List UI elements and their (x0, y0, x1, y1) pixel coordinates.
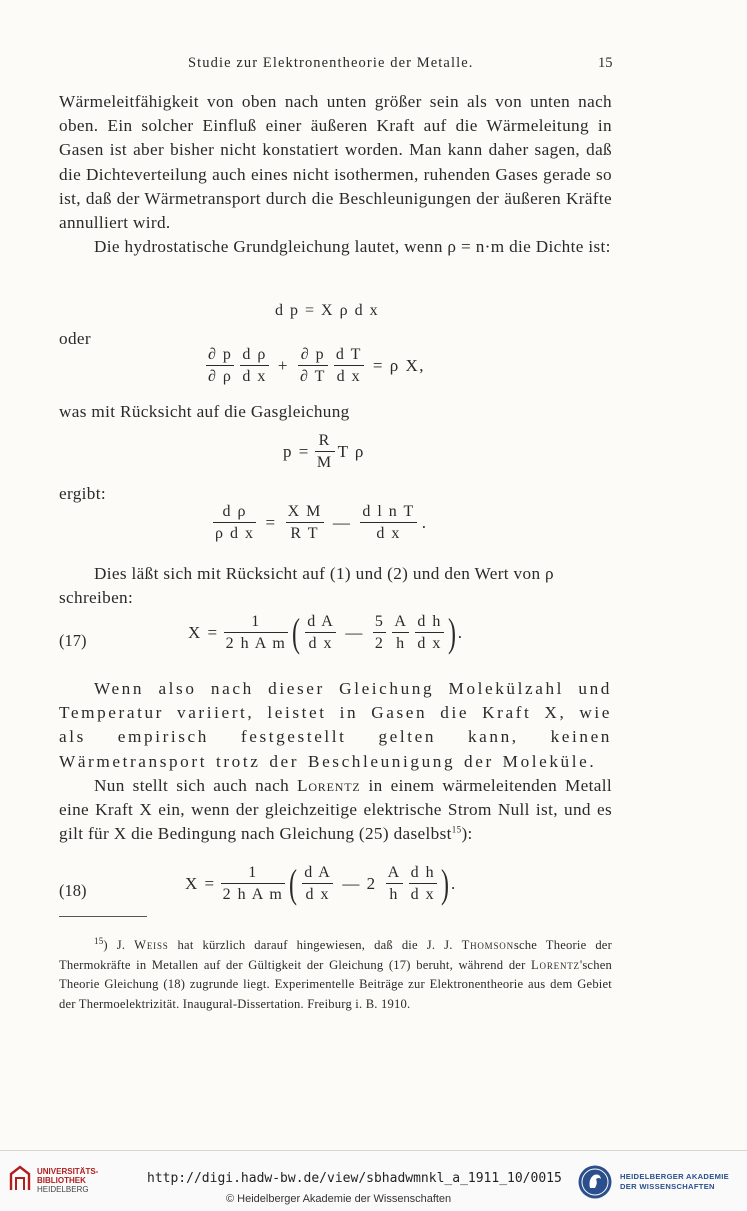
footnote-reference[interactable]: 15 (451, 824, 462, 835)
fraction: $\frac{A}{h}$ (387, 864, 401, 903)
permalink-url[interactable]: http://digi.hadw-bw.de/view/sbhadwmnkl_a_1911_10/0015 (147, 1171, 562, 1186)
fraction: $\frac{\text{d T}}{\text{d x}}$ (335, 346, 362, 385)
paragraph-2: Die hydrostatische Grundgleichung lautet, wenn ρ = n·m die Dichte ist: (94, 237, 611, 257)
fraction: $\frac{\text{d ρ}}{\text{d x}}$ (242, 346, 267, 385)
equation-17: X = $\frac{1}{\text{2 h A m}}$ ( $\frac{\text{d A}}{\text{d x}}$ — $\frac{5}{2}$ $\frac{A}{h}$ $\frac{\text{d h}}{\text{d x}}$ ). (188, 610, 464, 655)
fraction: $\frac{\text{d A}}{\text{d x}}$ (304, 864, 332, 903)
text-block-4 (59, 562, 612, 610)
fraction: $\frac{A}{h}$ (394, 613, 408, 652)
running-title: Studie zur Elektronentheorie der Metalle. (188, 55, 474, 71)
fraction: $\frac{\partial p}{\partial T}$ (300, 346, 326, 385)
fraction: $\frac{1}{\text{2 h A m}}$ (225, 613, 287, 652)
digitization-footer (0, 1150, 747, 1211)
fraction: $\frac{5}{2}$ (374, 613, 385, 652)
fraction: $\frac{R}{M}$ (316, 432, 333, 471)
paragraph-1: Wärmeleitfähigkeit von oben nach unten größer sein als von unten nach oben. Ein solcher Einfluß einer äußeren Kraft auf die Wärmeleitung in Gasen ist aber bisher nicht konstatiert worden. Man kann daher sagen, daß die Dichteverteilung auch eines nicht isothermen, ruhenden Gases gerade so ist, daß der Wärmetransport durch die Beschleunigungen der äußeren Kräfte annulliert wird. (59, 92, 612, 233)
footnote (59, 936, 612, 1014)
equation-number-18: (18) (59, 881, 87, 900)
academy-seal-icon[interactable] (577, 1164, 613, 1200)
fraction: $\frac{\text{d h}}{\text{d x}}$ (417, 613, 442, 652)
text-block-5 (59, 677, 612, 846)
text-block-1 (59, 90, 612, 259)
footnote-separator (59, 916, 147, 917)
page-number: 15 (598, 55, 613, 71)
equation-gas-law: p = $\frac{R}{M}$ T ρ (283, 432, 365, 471)
fraction: $\frac{\text{d l n T}}{\text{d x}}$ (362, 503, 415, 542)
fraction: $\frac{1}{\text{2 h A m}}$ (222, 864, 284, 903)
equation-density: $\frac{\text{d ρ}}{\text{ρ d x}}$ = $\frac{\text{X M}}{\text{R T}}$ — $\frac{\text{d l n T}}{\text{d x}}$ . (215, 503, 428, 542)
footnote-mark: 15 (94, 935, 104, 946)
fraction: $\frac{\partial p}{\partial \rho}$ (208, 346, 233, 385)
equation-dp: d p = X ρ d x (275, 302, 380, 319)
running-header (0, 55, 747, 77)
fraction: $\frac{\text{d ρ}}{\text{ρ d x}}$ (215, 503, 255, 542)
fraction: $\frac{\text{d h}}{\text{d x}}$ (410, 864, 436, 903)
author-name-weiss: Weiss (134, 938, 169, 952)
footnote-15: $^{15}$) J. Weiss hat kürzlich darauf hingewiesen, daß die J. J. Thomsonsche Theorie der Thermokräfte in Metallen auf der Gültigkeit der Gleichung (17) beruht, während der Lorentz'schen Theorie Gleichung (18) zugrunde liegt. Experimentelle Beiträge zur Elektronentheorie aus dem Gebiet der Thermoelektrizität. Inaugural-Dissertation. Freiburg i. B. 1910. (59, 935, 612, 1011)
paragraph-5: Wenn also nach dieser Gleichung Molekülzahl und Temperatur variiert, leistet in Gasen die Kraft X, wie als empirisch festgestellt gelten kann, keinen Wärmetransport trotz der Beschleunigung der Moleküle. (59, 679, 612, 771)
text-block-gas (59, 400, 612, 424)
library-name: UNIVERSITÄTS- BIBLIOTHEK HEIDELBERG (37, 1167, 99, 1194)
copyright-notice: © Heidelberger Akademie der Wissenschaften (226, 1193, 452, 1205)
university-library-logo-icon[interactable] (8, 1164, 32, 1192)
fraction: $\frac{\text{X M}}{\text{R T}}$ (287, 503, 322, 542)
equation-18: X = $\frac{1}{\text{2 h A m}}$ ( $\frac{\text{d A}}{\text{d x}}$ — 2 $\frac{A}{h}$ $\frac{\text{d h}}{\text{d x}}$ ). (185, 861, 457, 906)
word-ergibt: ergibt: (59, 484, 107, 503)
paragraph-6: Nun stellt sich auch nach Lorentz in einem wärmeleitenden Metall eine Kraft X ein, wenn der gleichzeitige elektrische Strom Null ist, und es gilt für X die Bedingung nach Gleichung (25) daselbst$^{15}$): (59, 775, 612, 844)
equation-number-17: (17) (59, 631, 87, 650)
academy-name: HEIDELBERGER AKADEMIE DER WISSENSCHAFTEN (620, 1172, 729, 1191)
fraction: $\frac{\text{d A}}{\text{d x}}$ (307, 613, 335, 652)
paragraph-4: Dies läßt sich mit Rücksicht auf (1) und (2) und den Wert von ρ schreiben: (59, 564, 554, 608)
equation-partials: $\frac{\partial p}{\partial \rho}$ $\frac{\text{d ρ}}{\text{d x}}$ + $\frac{\partial p}{\partial T}$ $\frac{\text{d T}}{\text{d x}}$ = ρ X, (208, 346, 425, 385)
author-name-lorentz: Lorentz (297, 775, 361, 795)
author-name-thomson: Thomson (461, 938, 514, 952)
author-name-lorentz: Lorentz (531, 957, 580, 972)
word-oder: oder (59, 329, 91, 348)
paragraph-3: was mit Rücksicht auf die Gasgleichung (59, 402, 350, 421)
